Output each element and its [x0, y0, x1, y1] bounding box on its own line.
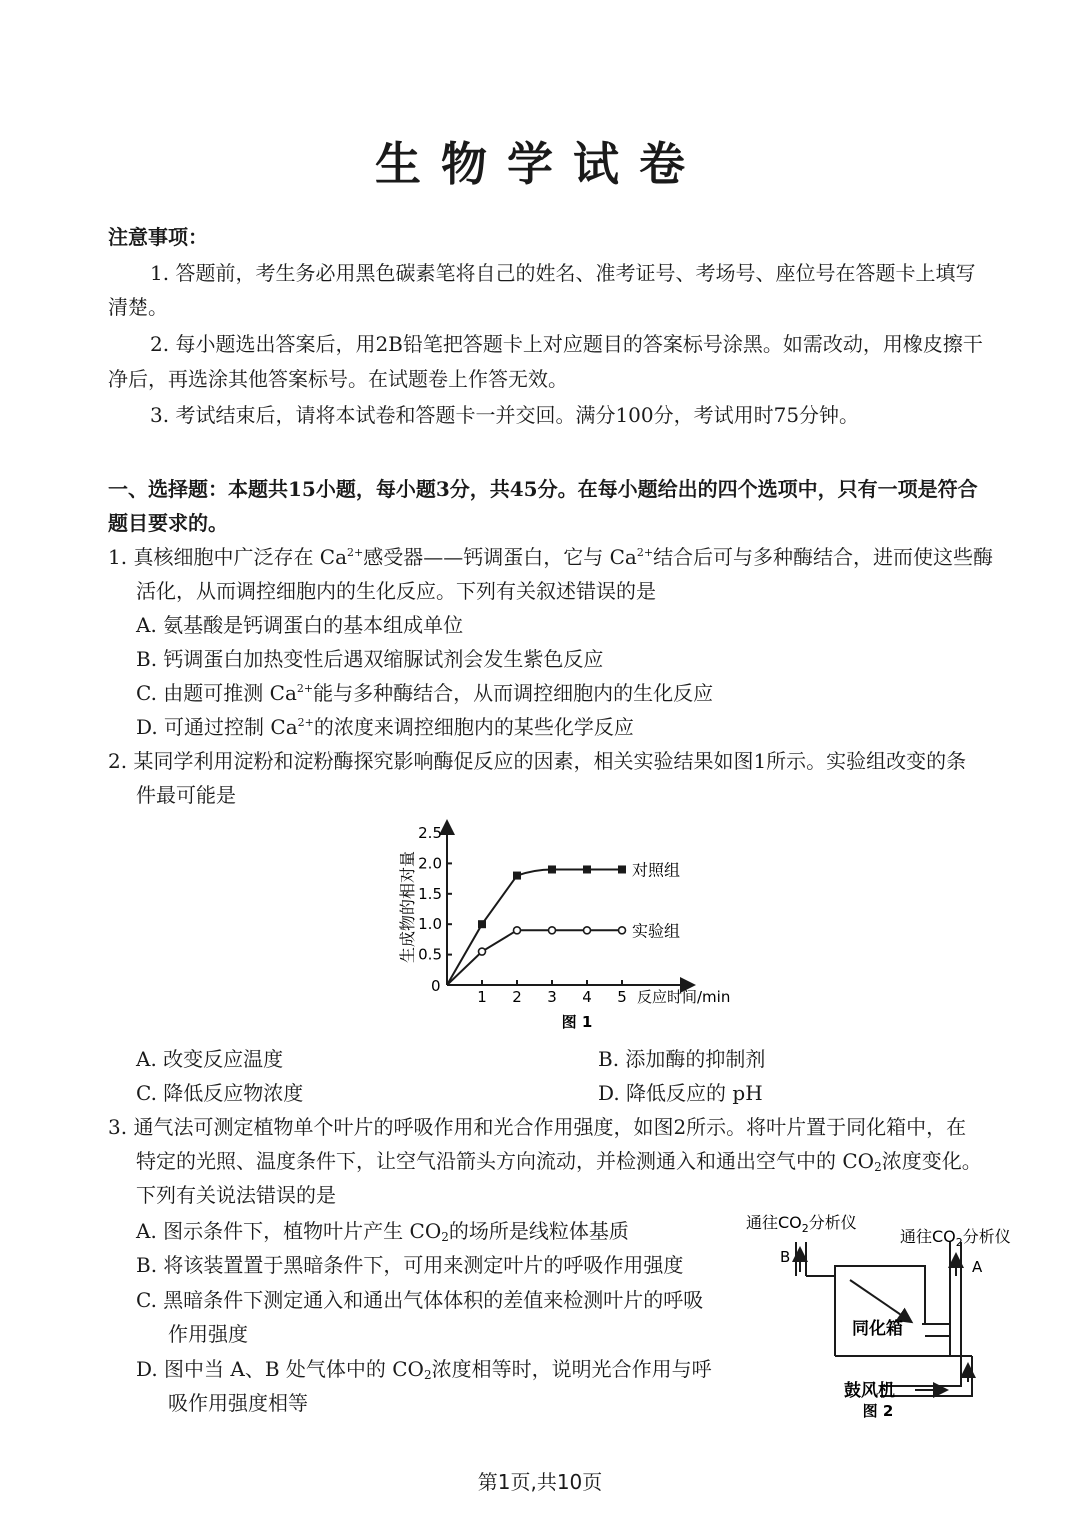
question-2-option-d: D. 降低反应的 pH [598, 1081, 763, 1105]
x-tick-label: 3 [547, 988, 557, 1006]
x-tick-label: 4 [582, 988, 592, 1006]
page-title: 生物学试卷 [375, 137, 705, 191]
question-1-option-a: A. 氨基酸是钙调蛋白的基本组成单位 [136, 613, 464, 637]
series-line-1 [447, 869, 622, 985]
x-tick-label: 2 [512, 988, 522, 1006]
question-2-stem: 2. 某同学利用淀粉和淀粉酶探究影响酶促反应的因素，相关实验结果如图1所示。实验组改变的条 [108, 749, 967, 773]
notice-item-2-cont: 净后，再选涂其他答案标号。在试题卷上作答无效。 [108, 367, 568, 391]
question-1-option-c: C. 由题可推测 $Ca^{2+}$能与多种酶结合，从而调控细胞内的生化反应 [136, 681, 714, 705]
data-point [583, 865, 591, 873]
chart-origin-label: 0 [431, 977, 441, 995]
figure-2-apparatus [740, 1206, 1040, 1421]
y-tick-label: 2.5 [418, 824, 442, 842]
question-3-option-c: C. 黑暗条件下测定通入和通出气体体积的差值来检测叶片的呼吸 [136, 1288, 704, 1312]
question-1-stem-cont: 活化，从而调控细胞内的生化反应。下列有关叙述错误的是 [136, 579, 656, 603]
notice-item-2: 2. 每小题选出答案后，用2B铅笔把答题卡上对应题目的答案标号涂黑。如需改动，用橡皮擦干 [150, 332, 983, 356]
question-3-stem-cont: 特定的光照、温度条件下，让空气沿箭头方向流动，并检测通入和通出空气中的 $CO_2$浓度变化。 [136, 1149, 982, 1174]
question-3-option-c-cont: 作用强度 [168, 1322, 248, 1346]
data-point [513, 872, 521, 880]
question-1-option-d: D. 可通过控制 $Ca^{2+}$的浓度来调控细胞内的某些化学反应 [136, 715, 634, 739]
series-legend-label: 对照组 [632, 860, 681, 880]
data-point [584, 927, 591, 934]
chart-caption: 图 1 [561, 1013, 593, 1031]
figure-2-label-left: 通往$CO_2$分析仪 [746, 1213, 857, 1235]
figure-2-caption: 图 2 [862, 1402, 894, 1420]
question-3-option-d: D. 图中当 A、B 处气体中的 $CO_2$浓度相等时，说明光合作用与呼 [136, 1357, 712, 1382]
data-point [619, 927, 626, 934]
x-tick-label: 5 [617, 988, 627, 1006]
question-1-option-b: B. 钙调蛋白加热变性后遇双缩脲试剂会发生紫色反应 [136, 647, 604, 671]
question-3-option-b: B. 将该装置置于黑暗条件下，可用来测定叶片的呼吸作用强度 [136, 1253, 684, 1277]
y-tick-label: 1.5 [418, 884, 442, 903]
chart-y-axis-label: 生成物的相对量 [398, 850, 417, 964]
chart-axes [447, 823, 692, 985]
notice-item-1-cont: 清楚。 [108, 295, 168, 319]
section-1-heading-cont: 题目要求的。 [108, 511, 228, 535]
x-tick-label: 1 [477, 988, 487, 1006]
data-point [514, 927, 521, 934]
question-2-option-a: A. 改变反应温度 [136, 1047, 284, 1071]
data-point [548, 865, 556, 873]
figure-2-box-label: 同化箱 [852, 1319, 903, 1339]
figure-2-label-b: B [780, 1248, 791, 1266]
figure-2-label-a: A [972, 1258, 983, 1276]
notice-heading: 注意事项： [108, 225, 208, 249]
y-tick-label: 2.0 [418, 854, 442, 873]
question-2-option-c: C. 降低反应物浓度 [136, 1081, 304, 1105]
y-tick-label: 0.5 [418, 945, 442, 964]
question-3-option-a: A. 图示条件下，植物叶片产生 $CO_2$的场所是线粒体基质 [136, 1219, 629, 1244]
notice-item-1: 1. 答题前，考生务必用黑色碳素笔将自己的姓名、准考证号、考场号、座位号在答题卡上填写 [150, 261, 976, 285]
figure-2-label-right: 通往$CO_2$分析仪 [900, 1227, 1011, 1249]
y-tick-label: 1.0 [418, 915, 442, 934]
notice-item-3: 3. 考试结束后，请将本试卷和答题卡一并交回。满分100分，考试用时75分钟。 [150, 403, 860, 427]
question-2-option-b: B. 添加酶的抑制剂 [598, 1047, 766, 1071]
question-3-stem-end: 下列有关说法错误的是 [136, 1183, 336, 1207]
question-3-option-d-cont: 吸作用强度相等 [168, 1391, 308, 1415]
question-1-stem: 1. 真核细胞中广泛存在 $Ca^{2+}$感受器——钙调蛋白，它与 $Ca^{2+}$结合后可与多种酶结合，进而使这些酶 [108, 545, 994, 569]
series-legend-label: 实验组 [632, 921, 681, 941]
chart-x-axis-label: 反应时间/min [637, 988, 731, 1006]
data-point [479, 948, 486, 955]
page-footer: 第1页,共10页 [477, 1470, 603, 1494]
question-3-stem: 3. 通气法可测定植物单个叶片的呼吸作用和光合作用强度，如图2所示。将叶片置于同化箱中，在 [108, 1115, 967, 1139]
figure-1-chart [380, 815, 760, 1040]
section-1-heading: 一、选择题：本题共15小题，每小题3分，共45分。在每小题给出的四个选项中，只有一项是符合 [108, 477, 978, 501]
data-point [478, 920, 486, 928]
question-2-stem-cont: 件最可能是 [136, 783, 236, 807]
data-point [549, 927, 556, 934]
data-point [618, 865, 626, 873]
figure-2-fan-label: 鼓风机 [844, 1381, 895, 1401]
